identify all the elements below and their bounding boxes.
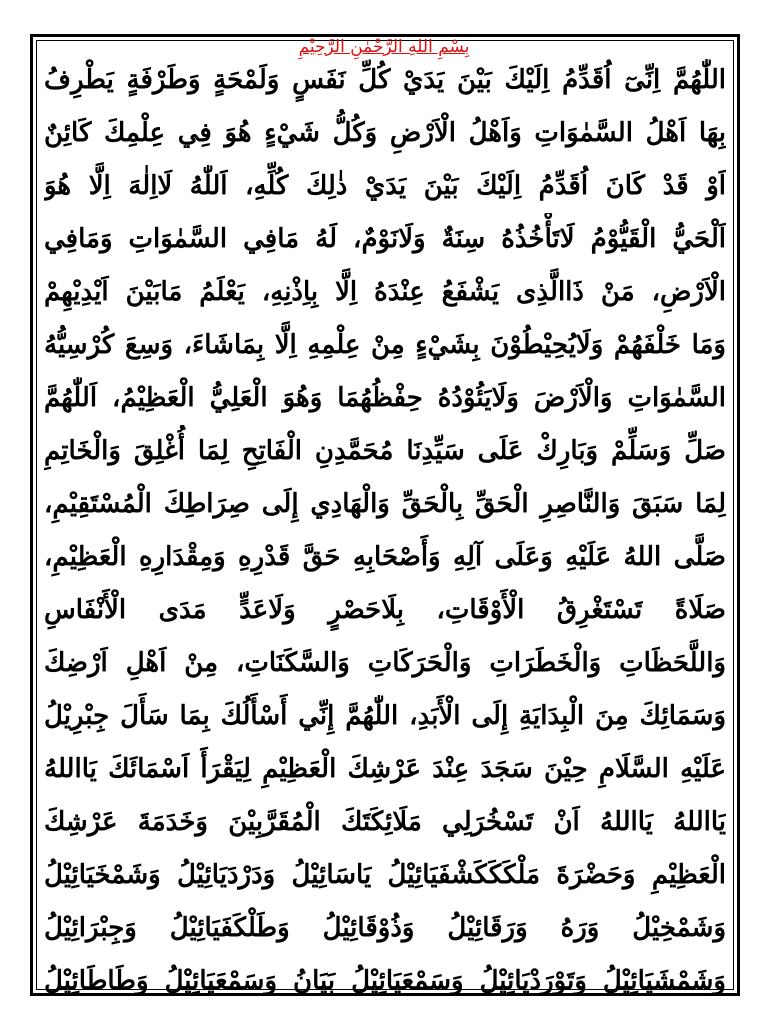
text-line: صَلَّى اللهُ عَلَيْهِ وَعَلَى آلِهِ وَأَصْحَابِهِ حَقَّ قَدْرِهِ وَمِقْدَارِهِ الْعَظِيْمِ، <box>44 542 726 572</box>
basmala-heading: بِسْمِ اللهِ الرَّحْمٰنِ الرَّحِيْمِ <box>298 37 470 57</box>
text-line: لِمَا سَبَقَ وَالنَّاصِرِ الْحَقِّ بِالْحَقِّ وَالْهَادِي إِلَى صِرَاطِكَ الْمُسْتَقِيْمِ، <box>44 489 726 519</box>
prayer-text-body <box>44 54 726 1008</box>
text-line: اَلْحَيُّ الْقَيُّوْمُ لَاتَأْخُذُهُ سِنَةٌ وَلَانَوْمٌ، لَهُ مَافِي السَّمٰوَاتِ وَمَافِي <box>44 224 726 254</box>
text-line: يَااللهُ يَااللهُ اَنْ تَسْخُرَلِي مَلَائِكَتَكَ الْمُقَرَّبِيْنَ وَخَدَمَةَ عَرْشِكَ <box>44 807 726 837</box>
text-line: الْاَرْضِ، مَنْ ذَاالَّذِى يَشْفَعُ عِنْدَهُ اِلَّا بِاِذْنِهِ، يَعْلَمُ مَابَيْنَ اَيْدِيْهِمْ <box>44 277 726 307</box>
text-line: وَسَمَائِكَ مِنَ الْبِدَايَةِ إِلَى الْأَبَدِ، اللّٰهُمَّ إِنِّي أَسْأَلُكَ بِمَا سَأَلَ جِبْرِيْلُ <box>44 701 726 731</box>
text-line: الْعَظِيْمِ وَحَضْرَةَ مَلْكَكَكَشْفَيَائِيْلُ يَاسَائِيْلُ وَدَرْدَيَائِيْلُ وَشَمْخَيَائِيْلُ <box>44 860 726 890</box>
text-line: وَشَمْخِيْلُ وَرَهُ وَرَقَائِيْلُ وَذُوْقَائِيْلُ وَطَلْكَفَيَائِيْلُ وَجِبْرَائِيْلُ <box>44 913 726 943</box>
text-line: وَشَمْشَيَائِيْلُ وَتَوْرَدْيَائِيْلُ وَسَمْعَيَائِيْلُ بَيَانُ وَسَمْعَيَائِيْلُ وَطَاطَائِيْلُ <box>44 966 726 996</box>
text-line: صَلَاةً تَسْتَغْرِقُ الْأَوْقَاتِ، بِلَاحَصْرٍ وَلَاعَدٍّ مَدَى الْأَنْفَاسِ <box>44 595 726 625</box>
text-line: عَلَيْهِ السَّلَامِ حِيْنَ سَجَدَ عِنْدَ عَرْشِكَ الْعَظِيْمِ لِيَقْرَأَ اَسْمَائَكَ يَااللهُ <box>44 754 726 784</box>
text-line: وَاللَّحَظَاتِ وَالْخَطَرَاتِ وَالْحَرَكَاتِ وَالسَّكَنَاتِ، مِنْ اَهْلِ اَرْضِكَ <box>44 648 726 678</box>
text-line: السَّمٰوَاتِ وَالْاَرْضَ وَلَايَئُوْدُهُ حِفْظُهُمَا وَهُوَ الْعَلِيُّ الْعَظِيْمُ، اَللّٰهُمَّ <box>44 383 726 413</box>
text-line: بِهَا اَهْلُ السَّمٰوَاتِ وَاَهْلُ الْاَرْضِ وَكُلُّ شَيْءٍ هُوَ فِي عِلْمِكَ كَائِنٌ <box>44 118 726 148</box>
text-line: صَلِّ وَسَلِّمْ وَبَارِكْ عَلَى سَيِّدِنَا مُحَمَّدِنِ الْفَاتِحِ لِمَا أُغْلِقَ وَالْخَاتِمِ <box>44 436 726 466</box>
text-line: وَمَا خَلْفَهُمْ وَلَايُحِيْطُوْنَ بِشَيْءٍ مِنْ عِلْمِهِ اِلَّا بِمَاشَاءَ، وَسِعَ كُرْسِيُّهُ <box>44 330 726 360</box>
text-line: اَوْ قَدْ كَانَ اُقَدِّمُ اِلَيْكَ بَيْنَ يَدَيْ ذٰلِكَ كُلِّهِ، اَللّٰهُ لَااِلٰهَ اِلَّا هُوَ <box>44 171 726 201</box>
text-line: اللّٰهُمَّ اِنِّىٓ اُقَدِّمُ اِلَيْكَ بَيْنَ يَدَيْ كُلِّ نَفَسٍ وَلَمْحَةٍ وَطَرْفَةٍ يَطْرِفُ <box>44 65 726 95</box>
